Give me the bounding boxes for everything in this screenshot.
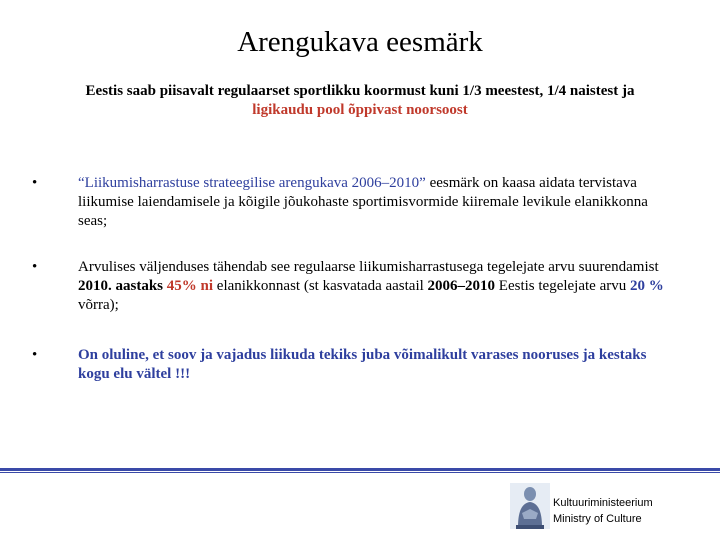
slide-title: Arengukava eesmärk <box>237 26 483 58</box>
bullet-text <box>78 258 670 315</box>
target-percent: 45% ni <box>166 278 214 294</box>
bullet-marker: • <box>32 259 38 275</box>
bullet-item-1 <box>30 174 670 231</box>
slide-subtitle <box>60 82 660 120</box>
bullet-part-2: elanikkonnast (st kasvatada aastail <box>213 278 428 294</box>
subtitle-line-2: ligikaudu pool õppivast noorsoost <box>252 102 468 118</box>
bullet-item-2 <box>30 258 670 315</box>
bullet-part-1: Arvulises väljenduses tähendab see regulaarse liikumisharrastusega tegelejate arvu suurendamist <box>78 259 659 275</box>
statue-icon <box>510 483 550 529</box>
bullet-marker: • <box>32 347 38 363</box>
bullet-rest: eesmärk on kaasa aidata tervistava liikumise laiendamisele ja kõigile jõukohaste sportimisvormide kiiremale levikule elanikkonna seas; <box>78 175 648 229</box>
target-year: 2010. aastaks <box>78 278 164 294</box>
ministry-name-en: Ministry of Culture <box>553 513 642 525</box>
ministry-name-et: Kultuuriministeerium <box>553 497 653 509</box>
ministry-logo-text <box>553 495 653 527</box>
bullet-part-3: Eestis tegelejate arvu <box>495 278 630 294</box>
bullet-item-3 <box>30 346 670 384</box>
bullet-text: On oluline, et soov ja vajadus liikuda tekiks juba võimalikult varases nooruses ja kestaks kogu elu vältel !!! <box>78 347 647 382</box>
subtitle-line-1: Eestis saab piisavalt regulaarset sportlikku koormust kuni 1/3 meestest, 1/4 naistest ja <box>85 83 635 99</box>
bullet-marker: • <box>32 175 38 191</box>
growth-percent: 20 % <box>630 278 664 294</box>
target-years: 2006–2010 <box>427 278 496 294</box>
footer-divider-thin <box>0 472 720 473</box>
bullet-part-4: võrra); <box>78 297 119 313</box>
strategy-title: “Liikumisharrastuse strateegilise arengukava 2006–2010” <box>78 175 426 191</box>
bullet-text <box>78 174 670 231</box>
footer-divider <box>0 468 720 471</box>
